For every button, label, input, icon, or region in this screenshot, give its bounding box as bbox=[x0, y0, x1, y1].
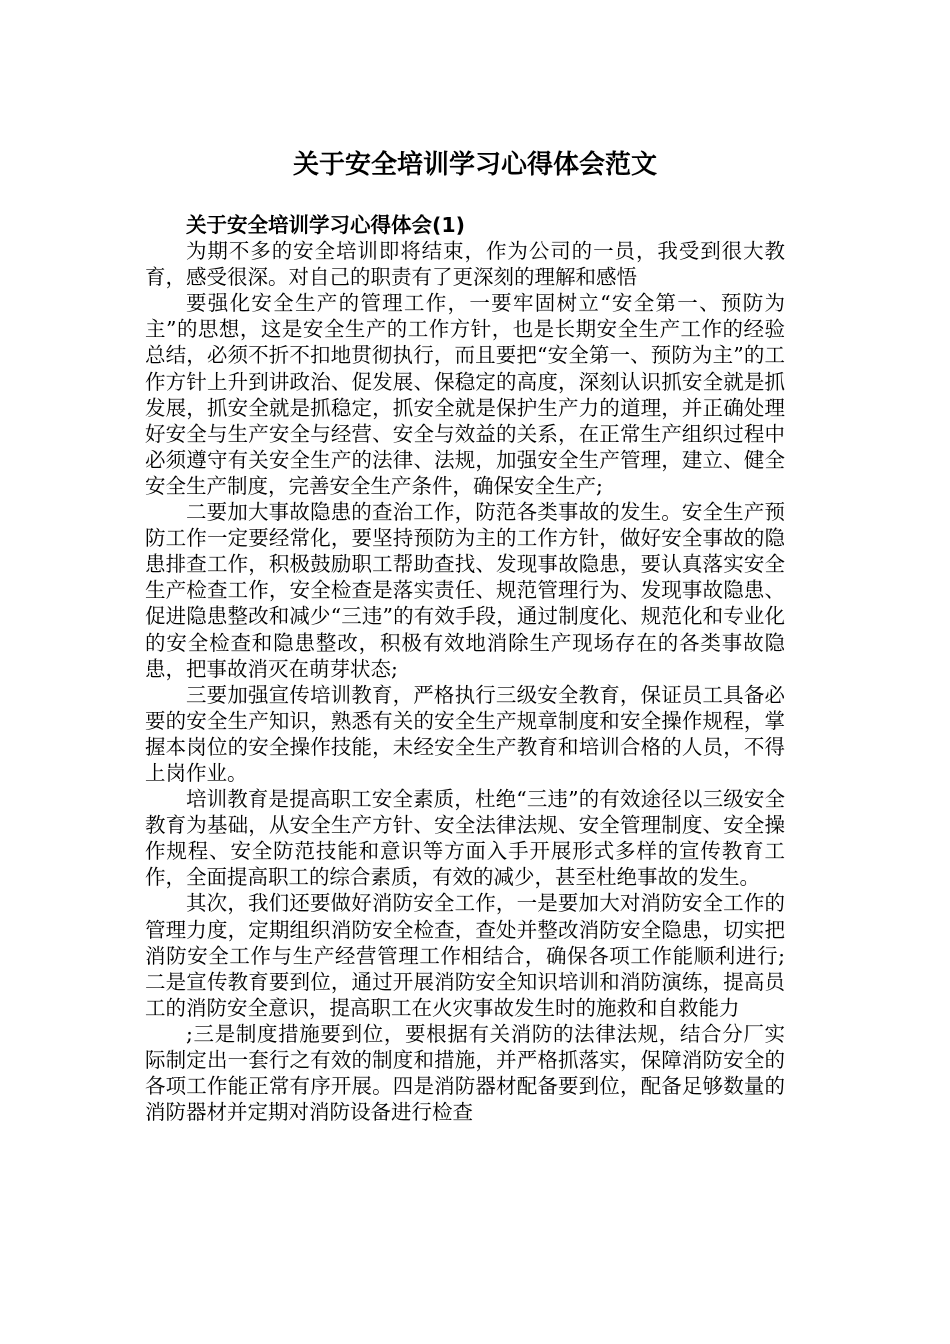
paragraph-intro: 为期不多的安全培训即将结束，作为公司的一员，我受到很大教育，感受很深。对自己的职责有了更深刻的理解和感悟 bbox=[145, 239, 785, 290]
paragraph-fire-safety: 其次，我们还要做好消防安全工作，一是要加大对消防安全工作的管理力度，定期组织消防安全检查，查处并整改消防安全隐患，切实把消防安全工作与生产经营管理工作相结合，确保各项工作能顺利进行;二是宣传教育要到位，通过开展消防安全知识培训和消防演练，提高员工的消防安全意识，提高职工在火灾事故发生时的施救和自救能力 bbox=[145, 891, 785, 1020]
document-body bbox=[145, 212, 785, 1125]
document-title: 关于安全培训学习心得体会范文 bbox=[292, 150, 657, 180]
paragraph-safety-first: 要强化安全生产的管理工作，一要牢固树立“安全第一、预防为主”的思想，这是安全生产的工作方针，也是长期安全生产工作的经验总结，必须不折不扣地贯彻执行，而且要把“安全第一、预防为主”的工作方针上升到讲政治、促发展、保稳定的高度，深刻认识抓安全就是抓发展，抓安全就是抓稳定，抓安全就是保护生产力的道理，并正确处理好安全与生产安全与经营、安全与效益的关系，在正常生产组织过程中必须遵守有关安全生产的法律、法规，加强安全生产管理，建立、健全安全生产制度，完善安全生产条件，确保安全生产; bbox=[145, 291, 785, 498]
paragraph-hazard-inspection: 二要加大事故隐患的查治工作，防范各类事故的发生。安全生产预防工作一定要经常化，要坚持预防为主的工作方针，做好安全事故的隐患排查工作，积极鼓励职工帮助查找、发现事故隐患，要认真落实安全生产检查工作，安全检查是落实责任、规范管理行为、发现事故隐患、促进隐患整改和减少“三违”的有效手段，通过制度化、规范化和专业化的安全检查和隐患整改，积极有效地消除生产现场存在的各类事故隐患，把事故消灭在萌芽状态; bbox=[145, 500, 785, 681]
section-heading: 关于安全培训学习心得体会(1) bbox=[186, 213, 466, 237]
paragraph-fire-measures: ;三是制度措施要到位，要根据有关消防的法律法规，结合分厂实际制定出一套行之有效的制度和措施，并严格抓落实，保障消防安全的各项工作能正常有序开展。四是消防器材配备要到位，配备足够数量的消防器材并定期对消防设备进行检查 bbox=[145, 1021, 785, 1125]
paragraph-training-importance: 培训教育是提高职工安全素质，杜绝“三违”的有效途径以三级安全教育为基础，从安全生产方针、安全法律法规、安全管理制度、安全操作规程、安全防范技能和意识等方面入手开展形式多样的宣传教育工作，全面提高职工的综合素质，有效的减少，甚至杜绝事故的发生。 bbox=[145, 787, 785, 890]
paragraph-training-education: 三要加强宣传培训教育，严格执行三级安全教育，保证员工具备必要的安全生产知识，熟悉有关的安全生产规章制度和安全操作规程，掌握本岗位的安全操作技能，未经安全生产教育和培训合格的人员，不得上岗作业。 bbox=[145, 682, 785, 785]
